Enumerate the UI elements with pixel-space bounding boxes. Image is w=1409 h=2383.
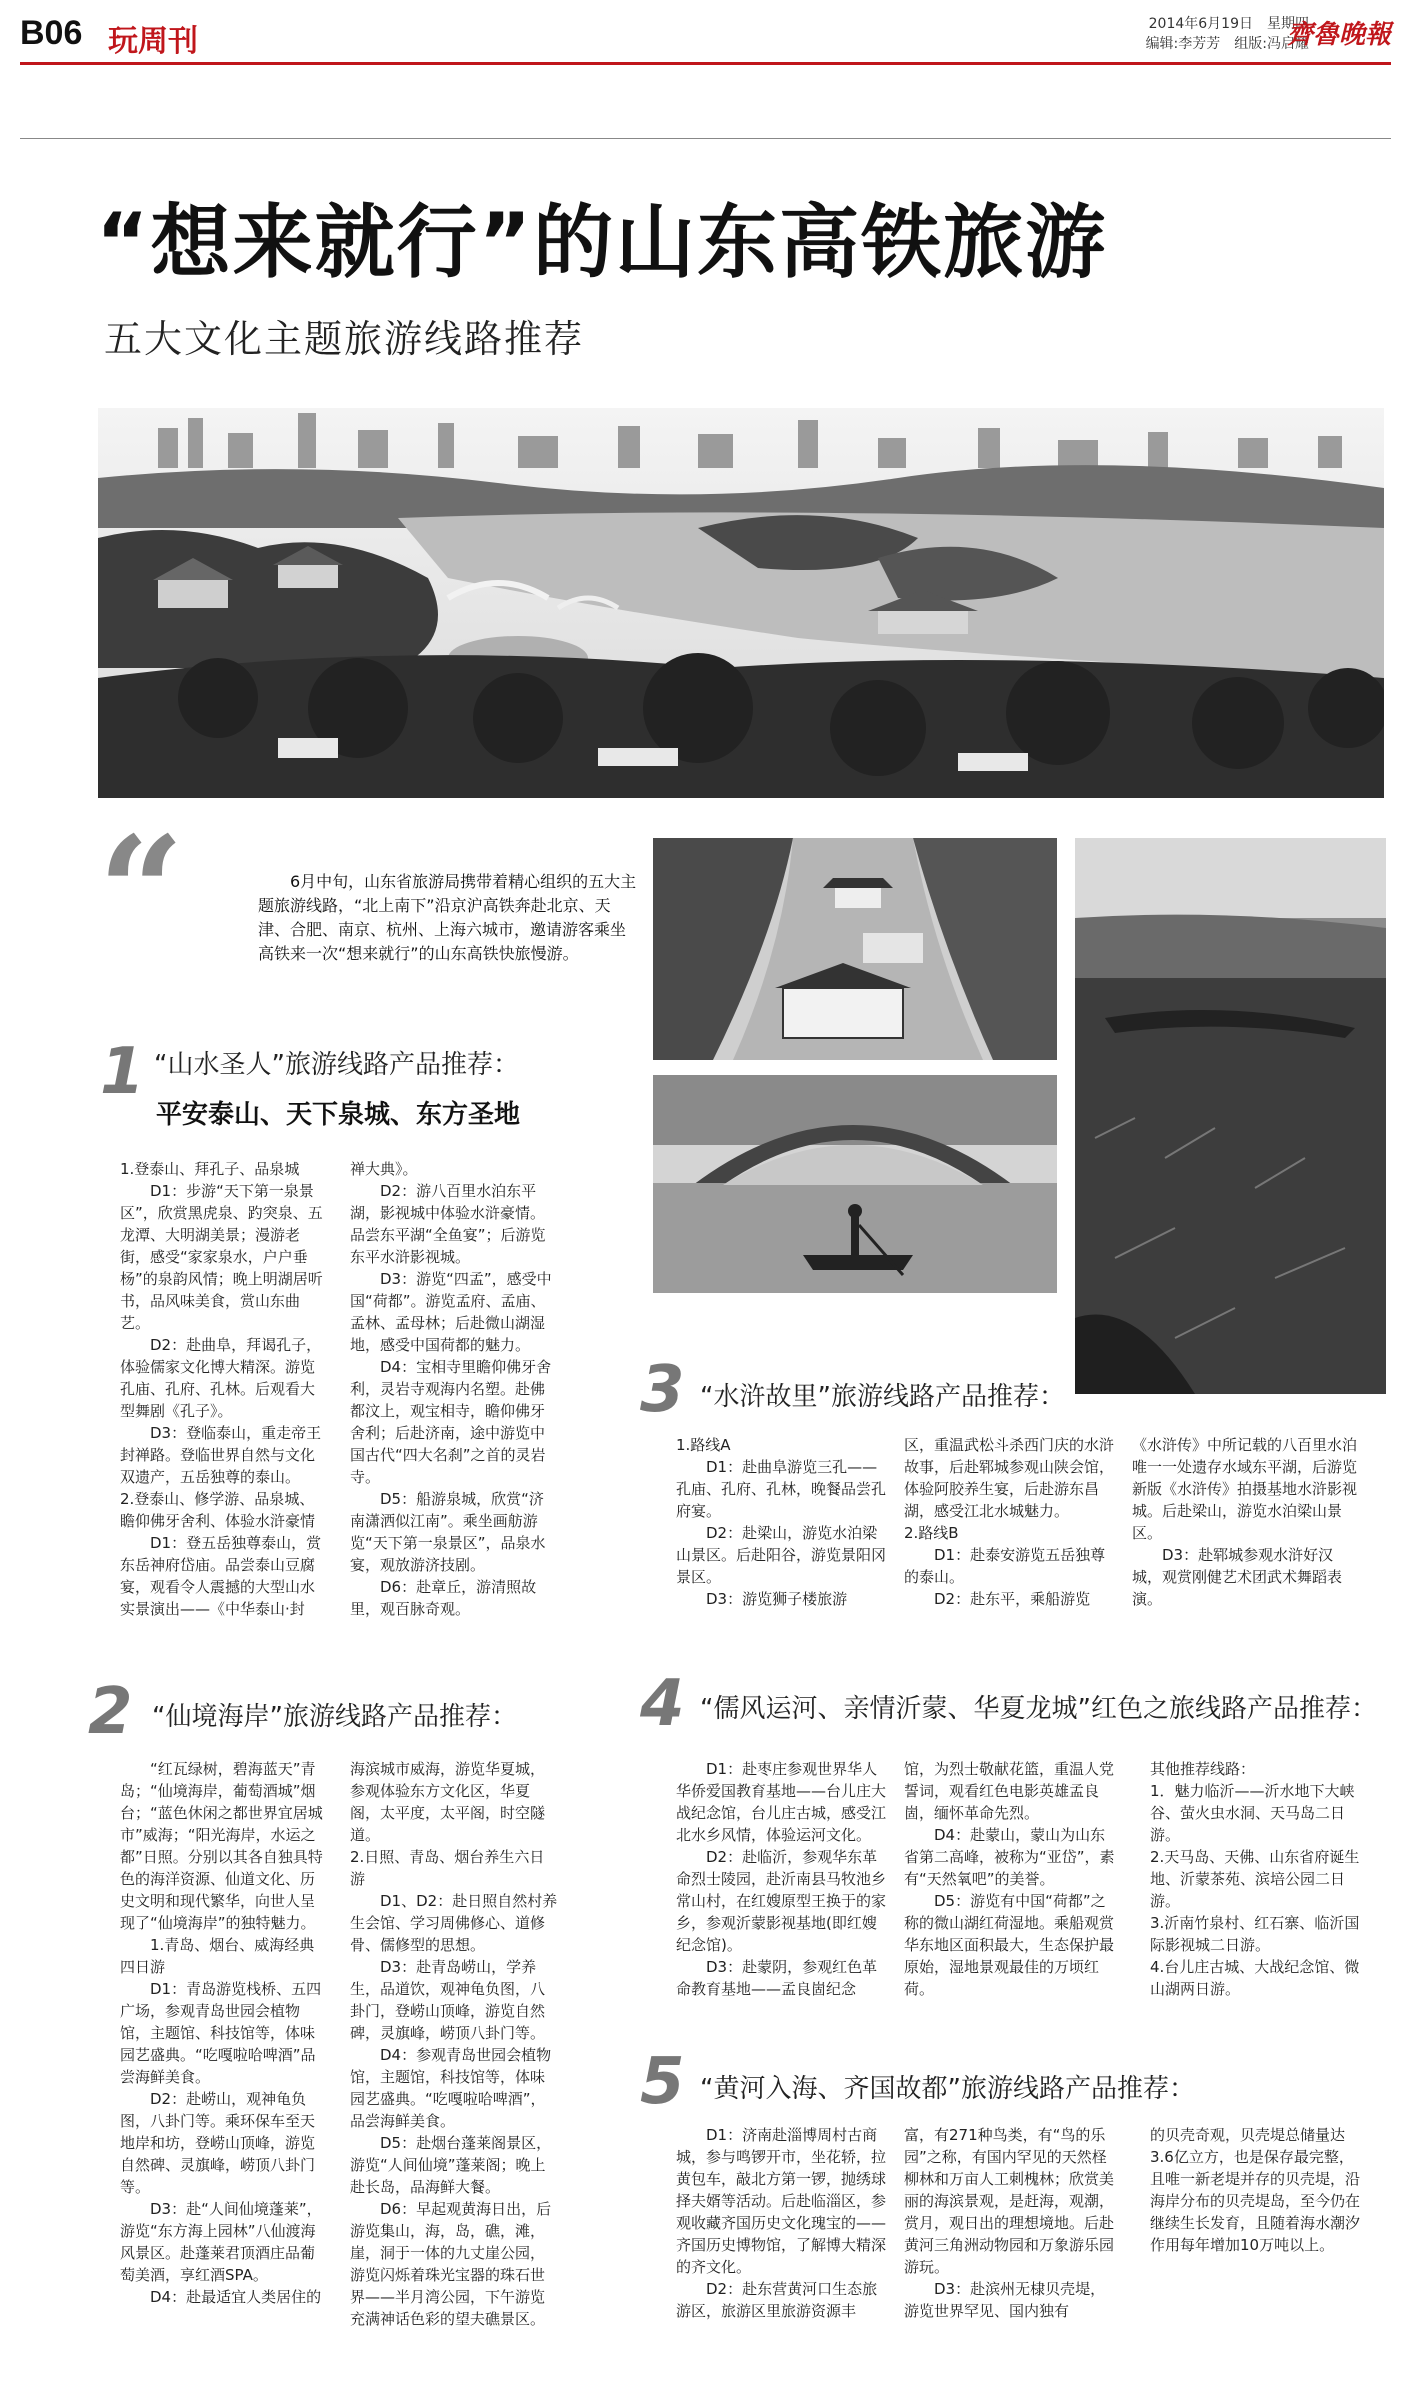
paragraph: 2.日照、青岛、烟台养生六日游 (350, 1848, 545, 1888)
section-3-column-2 (904, 1434, 1118, 1610)
section-3-title: “水浒故里”旅游线路产品推荐： (700, 1382, 1065, 1412)
paragraph: D2：赴东营黄河口生态旅游区，旅游区里旅游资源丰 (676, 2280, 878, 2320)
paragraph: 禅大典》。 (350, 1160, 418, 1178)
section-2-title: “仙境海岸”旅游线路产品推荐： (152, 1702, 517, 1732)
section-2-number: 2 (88, 1675, 133, 1749)
paragraph: D1：登五岳独尊泰山，赏东岳神府岱庙。品尝泰山豆腐宴，观看令人震撼的大型山水实景演出——《中华泰山·封 (120, 1534, 322, 1618)
intro-text: 6月中旬，山东省旅游局携带着精心组织的五大主题旅游线路，“北上南下”沿京沪高铁奔赴北京、天津、合肥、南京、杭州、上海六城市，邀请游客乘坐高铁来一次“想来就行”的山东高铁快旅慢游。 (258, 872, 637, 963)
photo-arch-bridge (653, 1075, 1057, 1293)
section-3-column-3 (1132, 1434, 1362, 1610)
paragraph: 《水浒传》中所记载的八百里水泊唯一一处遗存水域东平湖，后游览新版《水浒传》拍摄基地水浒影视城。后赴梁山，游览水泊梁山景区。 (1132, 1436, 1358, 1542)
subheadline: 五大文化主题旅游线路推荐 (104, 317, 585, 361)
section-divider (20, 138, 1391, 139)
section-4-column-1 (676, 1758, 890, 2000)
paragraph: D1：青岛游览栈桥、五四广场，参观青岛世园会植物馆，主题馆、科技馆等，体味园艺盛典。“吃嘎啦哈啤酒”品尝海鲜美食。 (120, 1980, 322, 2086)
section-5-column-1 (676, 2124, 890, 2322)
section-5-title: “黄河入海、齐国故都”旅游线路产品推荐： (700, 2074, 1195, 2104)
paragraph: 其他推荐线路： (1150, 1760, 1256, 1778)
paragraph: D3：赴滨州无棣贝壳堤，游览世界罕见、国内独有 (904, 2280, 1106, 2320)
paragraph: D1：步游“天下第一泉景区”，欣赏黑虎泉、趵突泉、五龙潭、大明湖美景；漫游老街，感受“家家泉水，户户垂杨”的泉韵风情；晚上明湖居听书，品风味美食，赏山东曲艺。 (120, 1182, 323, 1332)
editors-credit: 编辑:李芳芳 组版:冯启耀 (1145, 36, 1309, 52)
paragraph: D6：赴章丘，游清照故里，观百脉奇观。 (350, 1578, 537, 1618)
paragraph: D1：赴枣庄参观世界华人华侨爱国教育基地——台儿庄大战纪念馆，台儿庄古城，感受江北水乡风情，体验运河文化。 (676, 1760, 887, 1844)
intro-paragraph (258, 870, 638, 966)
paragraph: 2.天马岛、天佛、山东省府诞生地、沂蒙茶苑、滨培公园二日游。 (1150, 1848, 1360, 1910)
main-photo-lake (98, 408, 1384, 798)
issue-date: 2014年6月19日 星期四 (1148, 16, 1309, 32)
photo-wetland-boat (1075, 838, 1386, 1394)
paragraph: D2：赴梁山，游览水泊梁山景区。后赴阳谷，游览景阳冈景区。 (676, 1524, 887, 1586)
paragraph: 区，重温武松斗杀西门庆的水浒故事，后赴郓城参观山陕会馆，体验阿胶养生宴，后赴游东昌湖，感受江北水城魅力。 (904, 1436, 1115, 1520)
paragraph: D4：赴最适宜人类居住的 (150, 2288, 322, 2306)
paragraph: 1.登泰山、拜孔子、品泉城 (120, 1160, 300, 1178)
section-5-number: 5 (640, 2045, 685, 2119)
paragraph: 4.台儿庄古城、大战纪念馆、微山湖两日游。 (1150, 1958, 1360, 1998)
paragraph: D3：赴青岛崂山，学养生，品道饮，观神龟负图，八卦门，登崂山顶峰，游览自然碑，灵旗峰，崂顶八卦门等。 (350, 1958, 546, 2042)
paragraph: D5：游览有中国“荷都”之称的微山湖红荷湿地。乘船观赏华东地区面积最大，生态保护最原始，湿地景观最佳的万顷红荷。 (904, 1892, 1115, 1998)
section-4-column-2 (904, 1758, 1118, 2000)
paragraph: D2：赴曲阜，拜谒孔子，体验儒家文化博大精深。游览孔庙、孔府、孔林。后观看大型舞剧《孔子》。 (120, 1336, 322, 1420)
paragraph: D1、D2：赴日照自然村养生会馆、学习周佛修心、道修骨、儒修型的思想。 (350, 1892, 558, 1954)
section-1-title: “山水圣人”旅游线路产品推荐： (154, 1050, 519, 1080)
section-1-column-1 (120, 1158, 328, 1620)
paragraph: 的贝壳奇观，贝壳堤总储量达3.6亿立方，也是保存最完整，且唯一新老堤并存的贝壳堤，沿海岸分布的贝壳堤岛，至今仍在继续生长发育，且随着海水潮汐作用每年增加10万吨以上。 (1150, 2126, 1361, 2254)
paragraph: 1.青岛、烟台、威海经典四日游 (120, 1936, 315, 1976)
paragraph: 海滨城市威海，游览华夏城，参观体验东方文化区，华夏阁，太平度，太平阁，时空隧道。 (350, 1760, 546, 1844)
section-name: 玩周刊 (108, 24, 198, 59)
section-1-column-2 (350, 1158, 558, 1620)
paragraph: D2：赴崂山，观神龟负图，八卦门等。乘环保车至天地岸和坊，登崂山顶峰，游览自然碑、灵旗峰，崂顶八卦门等。 (120, 2090, 316, 2196)
section-2-column-2 (350, 1758, 558, 2330)
paragraph: 1.路线A (676, 1436, 731, 1454)
section-5-column-2 (904, 2124, 1118, 2322)
section-3-number: 3 (640, 1353, 685, 1427)
paragraph: D1：赴泰安游览五岳独尊的泰山。 (904, 1546, 1106, 1586)
paragraph: D6：早起观黄海日出，后游览集山，海，岛，礁，滩，崖，洞于一体的九丈崖公园，游览闪烁着珠光宝器的珠石世界——半月湾公园，下午游览充满神话色彩的望夫礁景区。 (350, 2200, 552, 2328)
section-2-column-1 (120, 1758, 328, 2308)
paragraph: D3：赴蒙阴，参观红色革命教育基地——孟良崮纪念 (676, 1958, 878, 1998)
paragraph: 2.路线B (904, 1524, 959, 1542)
paragraph: D4：参观青岛世园会植物馆，主题馆，科技馆等，体味园艺盛典。“吃嘎啦哈啤酒”，品尝海鲜美食。 (350, 2046, 552, 2130)
paragraph: D3：游览狮子楼旅游 (706, 1590, 848, 1608)
section-3-column-1 (676, 1434, 890, 1610)
paragraph: D5：船游泉城，欣赏“济南潇洒似江南”。乘坐画舫游览“天下第一泉景区”，品泉水宴，观放游济技剧。 (350, 1490, 546, 1574)
paragraph: 富，有271种鸟类，有“鸟的乐园”之称，有国内罕见的天然柽柳林和万亩人工刺槐林；欣赏美丽的海滨景观，是赶海，观潮，赏月，观日出的理想境地。后赴黄河三角洲动物园和万象游乐园游玩。 (904, 2126, 1115, 2276)
paragraph: 2.登泰山、修学游、品泉城、瞻仰佛牙舍利、体验水浒豪情 (120, 1490, 316, 1530)
section-4-number: 4 (640, 1667, 685, 1741)
paragraph: D2：赴东平，乘船游览 (934, 1590, 1091, 1608)
paragraph: D4：宝相寺里瞻仰佛牙舍利，灵岩寺观海内名塑。赴佛都汶上，观宝相寺，瞻仰佛牙舍利；后赴济南，途中游览中国古代“四大名刹”之首的灵岩寺。 (350, 1358, 552, 1486)
paragraph: D1：济南赴淄博周村古商城，参与鸣锣开市，坐花轿，拉黄包车，敲北方第一锣，抛绣球择夫婿等活动。后赴临淄区，参观收藏齐国历史文化瑰宝的——齐国历史博物馆，了解博大精深的齐文化。 (676, 2126, 887, 2276)
paragraph: 1．魅力临沂——沂水地下大峡谷、萤火虫水洞、天马岛二日游。 (1150, 1782, 1355, 1844)
paragraph: “红瓦绿树，碧海蓝天”青岛；“仙境海岸，葡萄酒城”烟台；“蓝色休闲之都世界宜居城市”威海；“阳光海岸，水运之都”日照。分别以其各自独具特色的海洋资源、仙道文化、历史文明和现代繁华，向世人呈现了“仙境海岸”的独特魅力。 (120, 1760, 323, 1932)
section-1-subtitle: 平安泰山、天下泉城、东方圣地 (156, 1100, 521, 1130)
paragraph: 3.沂南竹泉村、红石寨、临沂国际影视城二日游。 (1150, 1914, 1360, 1954)
paragraph: D5：赴烟台蓬莱阁景区，游览“人间仙境”蓬莱阁；晚上赴长岛，品海鲜大餐。 (350, 2134, 552, 2196)
paragraph: D3：赴郓城参观水浒好汉城，观赏刚健艺术团武术舞蹈表演。 (1132, 1546, 1343, 1608)
quote-mark: “ (98, 804, 185, 980)
headline: “想来就行”的山东高铁旅游 (96, 196, 1108, 289)
section-1-number: 1 (100, 1035, 145, 1109)
paragraph: D4：赴蒙山，蒙山为山东省第二高峰，被称为“亚岱”，素有“天然氧吧”的美誉。 (904, 1826, 1115, 1888)
paragraph: D3：赴“人间仙境蓬莱”，游览“东方海上园林”八仙渡海风景区。赴蓬莱君顶酒庄品葡萄美酒，享红酒SPA。 (120, 2200, 322, 2284)
section-4-title: “儒风运河、亲情沂蒙、华夏龙城”红色之旅线路产品推荐： (700, 1694, 1377, 1724)
header-rule (20, 62, 1391, 65)
header-meta (1146, 14, 1309, 54)
paragraph: D1：赴曲阜游览三孔——孔庙、孔府、孔林，晚餐品尝孔府宴。 (676, 1458, 887, 1520)
paragraph: D3：登临泰山，重走帝王封禅路。登临世界自然与文化双遗产，五岳独尊的泰山。 (120, 1424, 322, 1486)
paragraph: D2：游八百里水泊东平湖，影视城中体验水浒豪情。品尝东平湖“全鱼宴”；后游览东平水浒影视城。 (350, 1182, 546, 1266)
photo-canal-boat (653, 838, 1057, 1060)
paragraph: D2：赴临沂，参观华东革命烈士陵园，赴沂南县马牧池乡常山村，在红嫂原型王换于的家乡，参观沂蒙影视基地(即红嫂纪念馆)。 (676, 1848, 887, 1954)
newspaper-logo: 齊魯晚報 (1286, 20, 1391, 50)
paragraph: D3：游览“四孟”，感受中国“荷都”。游览孟府、孟庙、孟林、孟母林；后赴微山湖湿地，感受中国荷都的魅力。 (350, 1270, 552, 1354)
paragraph: 馆，为烈士敬献花篮，重温人党誓词，观看红色电影英雄孟良崮，缅怀革命先烈。 (904, 1760, 1115, 1822)
page-number: B06 (20, 14, 83, 52)
section-5-column-3 (1150, 2124, 1364, 2256)
section-4-column-3 (1150, 1758, 1364, 2000)
